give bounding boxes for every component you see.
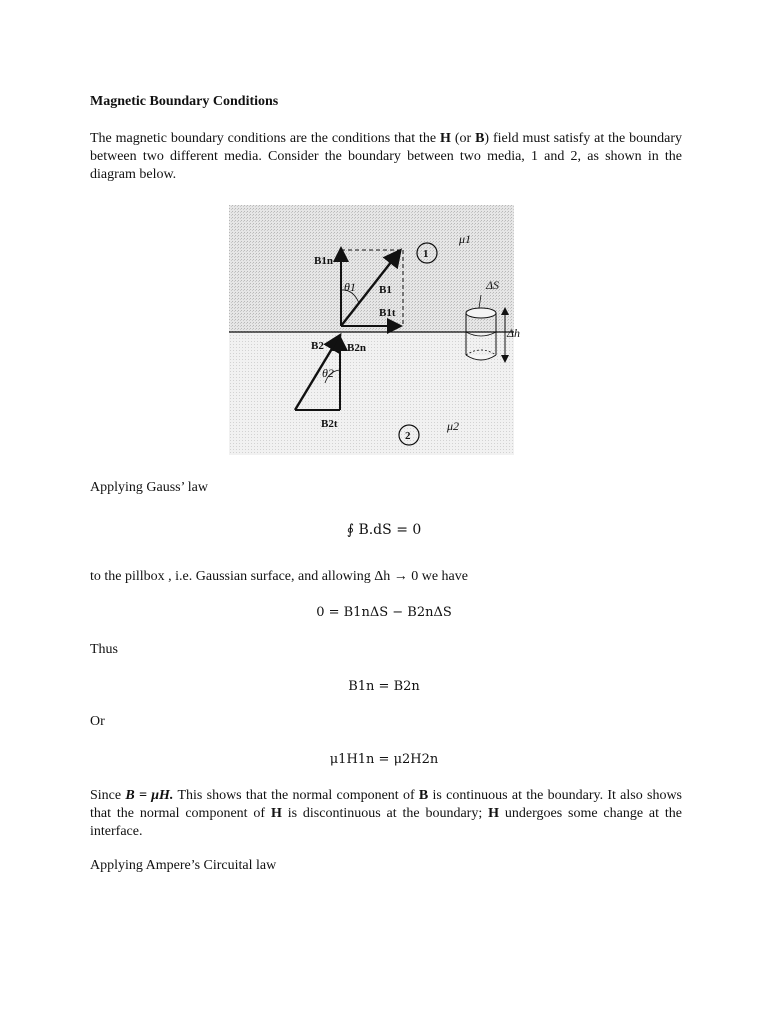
label-mu1: μ1 (459, 232, 472, 246)
label-b2n: B2n (347, 342, 366, 354)
intro-text-1: The magnetic boundary conditions are the conditions that the (90, 131, 441, 146)
since-text-5: undergoes some change at the interface. (90, 806, 683, 839)
since-b-symbol: B (418, 788, 429, 803)
intro-h-symbol: H (440, 131, 451, 146)
since-text-4: is discontinuous at the boundary; (281, 806, 489, 821)
ampere-law-intro: Applying Ampere’s Circuital law (90, 858, 277, 873)
boundary-diagram (229, 205, 521, 455)
intro-paragraph (90, 130, 682, 184)
since-text-1: Since (90, 788, 126, 803)
flux-equation: 0 = B1nΔS − B2nΔS (316, 605, 452, 620)
normal-b-equation: B1n = B2n (348, 679, 420, 694)
label-b2t: B2t (321, 418, 338, 430)
label-region-1: 1 (423, 248, 429, 260)
intro-b-symbol: B (475, 131, 485, 146)
label-theta1: θ1 (344, 280, 356, 294)
label-theta2: θ2 (322, 366, 334, 380)
conclusion-paragraph (90, 787, 682, 841)
label-mu2: μ2 (447, 419, 460, 433)
intro-text-3: ) field must satisfy at the boundary between two different media. Consider the boundary between two media, 1 and 2, as shown in the diagram below. (90, 131, 683, 182)
label-b2: B2 (311, 340, 324, 352)
since-h-symbol-2: H (488, 806, 499, 821)
label-b1n: B1n (314, 255, 333, 267)
label-delta-h: Δh (507, 326, 521, 340)
medium-2-region (229, 332, 514, 455)
since-h-symbol: H (270, 806, 282, 821)
since-text-3: is continuous at the boundary. It also shows that the normal component of (90, 788, 683, 821)
normal-h-equation: μ1H1n = μ2H2n (329, 752, 439, 767)
since-b-mu-h: B = μH. (125, 788, 174, 803)
label-delta-s: ΔS (486, 278, 500, 292)
section-title: Magnetic Boundary Conditions (90, 94, 279, 109)
intro-text-2: (or (450, 131, 476, 146)
label-b1t: B1t (379, 307, 396, 319)
or-text: Or (90, 714, 105, 729)
gauss-law-intro: Applying Gauss’ law (90, 480, 208, 495)
since-text-2: This shows that the normal component of (173, 788, 419, 803)
label-b1: B1 (379, 284, 392, 296)
gauss-law-equation: ∮ B.dS = 0 (346, 522, 422, 538)
pillbox-text: to the pillbox , i.e. Gaussian surface, and allowing Δh → 0 we have (90, 569, 468, 584)
thus-text: Thus (90, 642, 118, 657)
label-region-2: 2 (405, 430, 411, 442)
